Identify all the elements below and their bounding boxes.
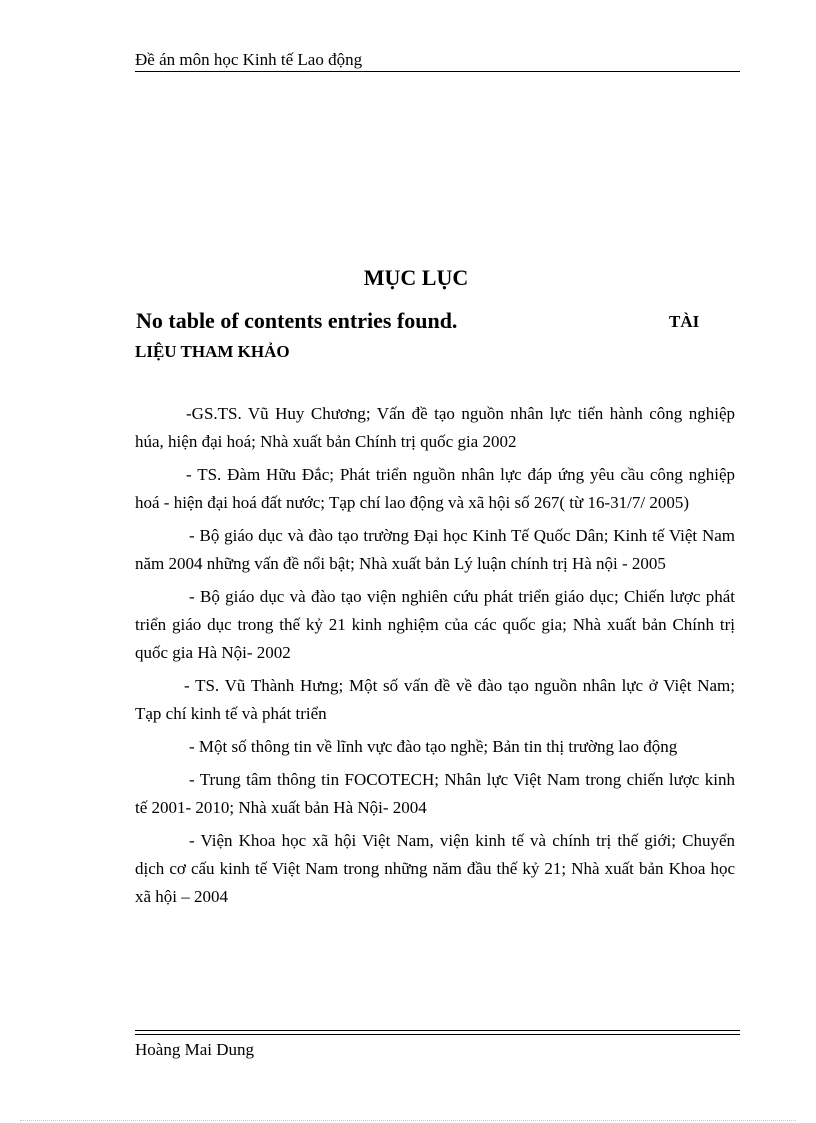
reference-item: - Một số thông tin về lĩnh vực đào tạo nghề; Bản tin thị trường lao động	[189, 737, 678, 756]
toc-title: MỤC LỤC	[363, 265, 469, 290]
references-heading-part1: TÀI	[669, 312, 700, 331]
reference-item: - TS. Vũ Thành Hưng; Một số vấn đề về đào tạo nguồn nhân lực ở Việt Nam; Tạp chí kinh tế và phát triển	[135, 676, 735, 723]
header-divider	[135, 71, 740, 72]
reference-item: - Viện Khoa học xã hội Việt Nam, viện kinh tế và chính trị thế giới; Chuyển dịch cơ cấu kinh tế Việt Nam trong những năm đầu thế kỷ 21; Nhà xuất bản Khoa học xã hội – 2004	[135, 831, 735, 906]
page-edge-dotted-line	[20, 1120, 796, 1121]
footer-divider-top	[135, 1030, 740, 1031]
page-header-title: Đề án môn học Kinh tế Lao động	[135, 50, 363, 69]
toc-empty-message: No table of contents entries found.	[136, 308, 458, 333]
references-list	[135, 400, 735, 916]
reference-item: - TS. Đàm Hữu Đắc; Phát triển nguồn nhân lực đáp ứng yêu cầu công nghiệp hoá - hiện đại hoá đất nước; Tạp chí lao động và xã hội số 267( từ 16-31/7/ 2005)	[135, 465, 735, 512]
reference-item: - Bộ giáo dục và đào tạo viện nghiên cứu phát triển giáo dục; Chiến lược phát triển giáo dục trong thế kỷ 21 kinh nghiệm của các quốc gia; Nhà xuất bản Chính trị quốc gia Hà Nội- 2002	[135, 587, 735, 662]
references-heading-part2: LIỆU THAM KHẢO	[135, 342, 290, 361]
footer-divider-bottom	[135, 1034, 740, 1035]
reference-item: - Bộ giáo dục và đào tạo trường Đại học Kinh Tế Quốc Dân; Kinh tế Việt Nam năm 2004 những vấn đề nổi bật; Nhà xuất bản Lý luận chính trị Hà nội - 2005	[135, 526, 735, 573]
page-footer-author: Hoàng Mai Dung	[135, 1040, 254, 1059]
reference-item: -GS.TS. Vũ Huy Chương; Vấn đề tạo nguồn nhân lực tiến hành công nghiệp húa, hiện đại hoá; Nhà xuất bản Chính trị quốc gia 2002	[135, 404, 735, 451]
reference-item: - Trung tâm thông tin FOCOTECH; Nhân lực Việt Nam trong chiến lược kinh tế 2001- 2010; Nhà xuất bản Hà Nội- 2004	[135, 770, 735, 817]
